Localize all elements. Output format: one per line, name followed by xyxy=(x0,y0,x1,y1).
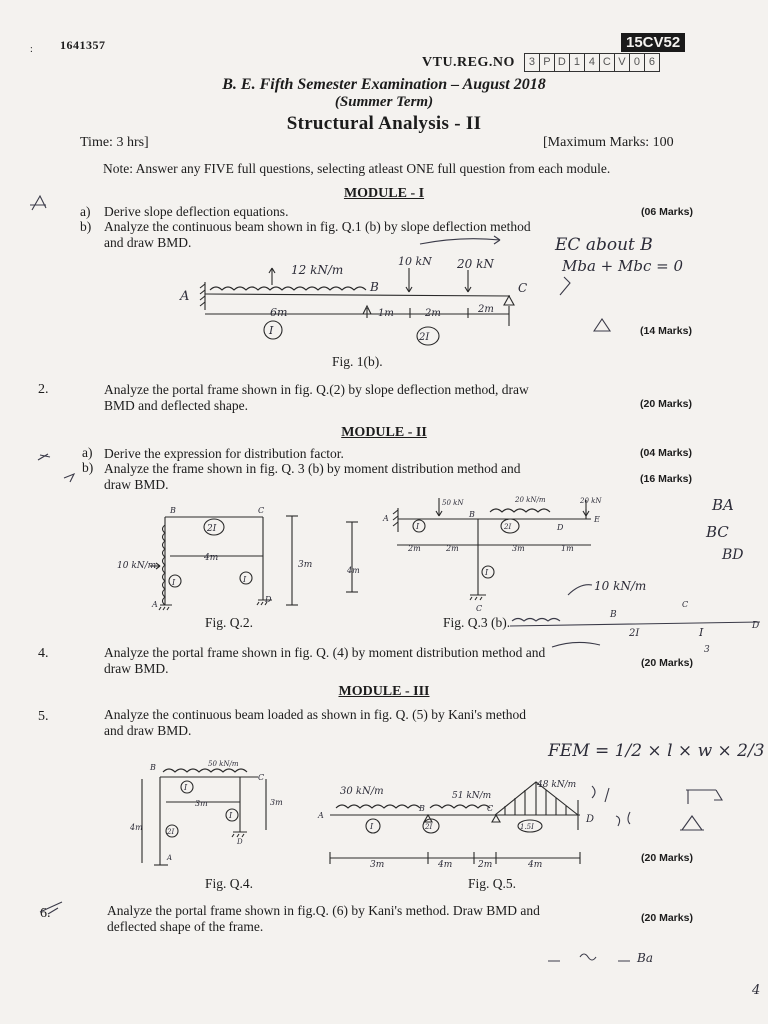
reg-digit-box: C xyxy=(599,53,615,72)
fig1b-node-b: B xyxy=(370,280,379,294)
fig-q3b-caption: Fig. Q.3 (b). xyxy=(443,615,511,630)
fig-1b-caption: Fig. 1(b). xyxy=(332,354,383,369)
fig1b-span-1: 6m xyxy=(270,306,288,319)
q1a-marks: (06 Marks) xyxy=(641,206,693,218)
q3a-label: a) xyxy=(82,445,93,460)
fig-q2-left-inertia: I xyxy=(172,578,176,587)
fig-q2-beam-inertia: 2I xyxy=(207,524,217,534)
q2-text-line1: Analyze the portal frame shown in fig. Q.(2) by slope deflection method, draw xyxy=(104,382,529,397)
q4-number: 4. xyxy=(38,646,49,661)
fig1b-beam-line xyxy=(205,294,510,296)
fig-q3-inertia-3: I xyxy=(485,568,489,577)
fig1b-support-c xyxy=(504,296,514,305)
fig-q4-caption: Fig. Q.4. xyxy=(205,876,254,891)
note-ba-bottom: Ba xyxy=(637,951,653,965)
fig1b-load1-label: 10 kN xyxy=(398,255,432,268)
reg-digit-box: 6 xyxy=(644,53,660,72)
tick-mark-q6 xyxy=(40,902,62,914)
fig-q2-node-d: D xyxy=(265,595,272,604)
q3b-label: b) xyxy=(82,460,94,475)
fig1b-node-c: C xyxy=(518,281,528,295)
reg-digit-box: 0 xyxy=(629,53,645,72)
q3b-marks: (16 Marks) xyxy=(640,473,692,485)
fig-q4-node-a: A xyxy=(167,854,173,862)
fig-q5-span-3: 2m xyxy=(478,860,493,870)
fig-q5-inertia-2: 2I xyxy=(425,823,433,831)
fig-q4-left-inertia: 2I xyxy=(167,828,175,836)
q3a-marks: (04 Marks) xyxy=(640,447,692,459)
fig-q3-span-2: 2m xyxy=(446,544,459,553)
fig-q2-width-label: 4m xyxy=(204,553,219,563)
maximum-marks: [Maximum Marks: 100 xyxy=(543,135,674,150)
reg-digit-box: 3 xyxy=(524,53,540,72)
fig-q3-udl-wave xyxy=(490,509,550,512)
fig-q5-udl1-wave xyxy=(336,805,420,808)
fig-q4-udl-label: 50 kN/m xyxy=(208,760,239,768)
q1b-text-line2: and draw BMD. xyxy=(104,235,192,250)
fig1b-udl-wave xyxy=(210,287,366,290)
exam-duration: Time: 3 hrs] xyxy=(80,135,149,150)
module-3-heading: MODULE - III xyxy=(338,684,430,699)
note-fem-formula: FEM = 1/2 × l × w × 2/3 xyxy=(548,741,765,761)
fig-q3-node-a: A xyxy=(383,514,389,523)
sketch-span: 3 xyxy=(704,645,710,655)
note-load: 10 kN/m xyxy=(594,579,647,593)
q2-marks: (20 Marks) xyxy=(640,398,692,410)
fig-q3-height-label: 4m xyxy=(347,566,360,575)
fig-q5-support-c xyxy=(492,815,500,822)
fig-q4-node-d: D xyxy=(237,838,243,846)
fig-q2-frame-diagram xyxy=(117,506,312,610)
fig1b-udl-label: 12 kN/m xyxy=(291,263,344,277)
module-1-heading: MODULE - I xyxy=(343,186,425,201)
fig-q5-node-b: B xyxy=(419,804,425,813)
page-number-mark: 4 xyxy=(752,983,761,998)
fig-q3-node-d: D xyxy=(557,523,564,532)
reg-digit-box: D xyxy=(554,53,570,72)
fig-q5-tri-label: 48 kN/m xyxy=(537,780,577,790)
sketch-node-c: C xyxy=(682,600,689,609)
fig-q2-load-label: 10 kN/m xyxy=(117,561,157,571)
fig-q4-height-label: 3m xyxy=(270,798,283,807)
q5-marks: (20 Marks) xyxy=(641,852,693,864)
q6-marks: (20 Marks) xyxy=(641,912,693,924)
fig-q3-load-p2: 20 kN xyxy=(580,497,602,505)
fig-q4-left-height-label: 4m xyxy=(130,823,143,832)
exam-subtitle: (Summer Term) xyxy=(334,94,434,110)
fig-q4-node-b: B xyxy=(150,763,156,772)
fig-q2-right-inertia: I xyxy=(243,575,247,584)
reg-label: VTU.REG.NO xyxy=(422,54,515,70)
q6-text-line1: Analyze the portal frame shown in fig.Q. (6) by Kani's method. Draw BMD and xyxy=(107,903,540,918)
fig-q3b-frame-diagram xyxy=(346,496,602,613)
fig-q4-node-c: C xyxy=(258,773,265,782)
q4-text-line1: Analyze the portal frame shown in fig. Q. (4) by moment distribution method and xyxy=(104,645,546,660)
margin-dot: : xyxy=(30,44,33,55)
fig-q3-load-p1: 50 kN xyxy=(442,499,464,507)
fig1b-inertia-1: I xyxy=(269,324,274,337)
sketch-inertia-2i: 2I xyxy=(629,628,640,639)
reg-digit-box: P xyxy=(539,53,555,72)
fig-q5-inertia-1: I xyxy=(370,822,374,831)
tick-mark-q1 xyxy=(30,196,46,210)
fig1b-node-a: A xyxy=(180,289,190,304)
fig-q2-support-a xyxy=(159,605,172,610)
reg-digit-box: 1 xyxy=(569,53,585,72)
fig-q5-udl1-label: 30 kN/m xyxy=(340,786,384,797)
q5-text-line2: and draw BMD. xyxy=(104,723,192,738)
q3b-text-line2: draw BMD. xyxy=(104,477,169,492)
fig-q3-span-3: 3m xyxy=(512,544,525,553)
q3a-text: Derive the expression for distribution factor. xyxy=(104,446,344,461)
q2-number: 2. xyxy=(38,382,49,397)
sketch-node-d: D xyxy=(752,621,760,631)
fig-q4-udl-wave xyxy=(163,769,247,772)
fig-q5-udl2-label: 51 kN/m xyxy=(452,791,492,801)
fig-q3-node-c: C xyxy=(476,604,483,613)
fig-q5-span-1: 3m xyxy=(370,860,385,870)
fig1b-span-3: 2m xyxy=(425,308,441,319)
module-2-heading: MODULE - II xyxy=(341,425,427,440)
q6-number: 6. xyxy=(40,906,51,921)
q4-text-line2: draw BMD. xyxy=(104,661,169,676)
fig-1b-beam-diagram xyxy=(179,255,527,345)
fig-q3-node-b: B xyxy=(469,510,475,519)
handwritten-annotations xyxy=(30,196,765,998)
note-bc: BC xyxy=(706,523,729,541)
fig-q5-caption: Fig. Q.5. xyxy=(468,876,517,891)
sketch-beam xyxy=(510,619,760,627)
note-bd: BD xyxy=(722,547,744,563)
fig1b-load2-label: 20 kN xyxy=(457,257,494,271)
note-moment-sum: Mba + Mbc = 0 xyxy=(562,257,684,275)
fig-q4-support-d xyxy=(232,832,247,837)
reg-digit-box: 4 xyxy=(584,53,600,72)
fig-q5-inertia-3: 1.5I xyxy=(520,823,534,831)
fig-q2-node-c: C xyxy=(258,506,265,515)
subject-code-badge: 15CV52 xyxy=(621,33,685,52)
fig-q4-beam-inertia: I xyxy=(184,783,188,792)
reg-digit-box: V xyxy=(614,53,630,72)
fig-q3-node-e: E xyxy=(594,515,600,524)
fig-q5-node-d: D xyxy=(586,814,595,825)
q1b-marks: (14 Marks) xyxy=(640,325,692,337)
note-equilibrium: EC about B xyxy=(555,235,653,255)
triangle-doodle xyxy=(594,319,610,331)
fig-q5-node-c: C xyxy=(487,804,494,813)
sketch-node-b: B xyxy=(610,610,617,620)
exam-note: Note: Answer any FIVE full questions, selecting atleast ONE full question from each module. xyxy=(103,161,611,176)
fig-q3-span-4: 1m xyxy=(561,544,574,553)
fig-q2-node-a: A xyxy=(152,600,158,609)
q1b-label: b) xyxy=(80,219,92,234)
q1a-label: a) xyxy=(80,204,91,219)
q3b-text-line1: Analyze the frame shown in fig. Q. 3 (b) by moment distribution method and xyxy=(104,461,521,476)
fig-q2-node-b: B xyxy=(170,506,176,515)
q4-marks: (20 Marks) xyxy=(641,657,693,669)
q6-text-line2: deflected shape of the frame. xyxy=(107,919,264,934)
q5-number: 5. xyxy=(38,709,49,724)
fig-q3-fixed-c xyxy=(470,595,486,600)
fig1b-span-2: 1m xyxy=(378,308,394,319)
fig-q2-caption: Fig. Q.2. xyxy=(205,615,254,630)
fig-q5-udl2-wave xyxy=(430,805,490,808)
q1a-text: Derive slope deflection equations. xyxy=(104,204,289,219)
subject-title: Structural Analysis - II xyxy=(286,113,482,134)
paper-serial: 1641357 xyxy=(60,38,106,52)
fig-q3-span-1: 2m xyxy=(408,544,421,553)
fig-q3-inertia-1: I xyxy=(416,522,420,531)
sketch-inertia-i: I xyxy=(699,626,704,639)
q2-text-line2: BMD and deflected shape. xyxy=(104,398,248,413)
fig1b-inertia-2: 2I xyxy=(419,332,430,343)
fig1b-span-4: 2m xyxy=(478,304,494,315)
support-doodle xyxy=(686,790,722,804)
fig-q3-udl-label: 20 kN/m xyxy=(515,496,546,504)
fig-q4-right-inertia: I xyxy=(229,811,233,820)
arrow-annotation xyxy=(420,236,500,244)
note-ba: BA xyxy=(712,496,734,514)
fig-q5-span-2: 4m xyxy=(438,860,453,870)
exam-title: B. E. Fifth Semester Examination – August 2018 xyxy=(222,76,546,93)
fig-q5-beam-diagram xyxy=(317,780,594,870)
q5-text-line1: Analyze the continuous beam loaded as shown in fig. Q. (5) by Kani's method xyxy=(104,707,526,722)
q1b-text-line1: Analyze the continuous beam shown in fig. Q.1 (b) by slope deflection method xyxy=(104,219,531,234)
fig-q2-height-label: 3m xyxy=(298,560,313,570)
fig-q5-node-a: A xyxy=(318,811,324,820)
fig-q4-width-label: 3m xyxy=(195,799,208,808)
fig-q4-frame-diagram xyxy=(129,760,283,865)
fig-q5-span-4: 4m xyxy=(528,860,543,870)
fig-q3-inertia-2: 2I xyxy=(504,523,512,531)
